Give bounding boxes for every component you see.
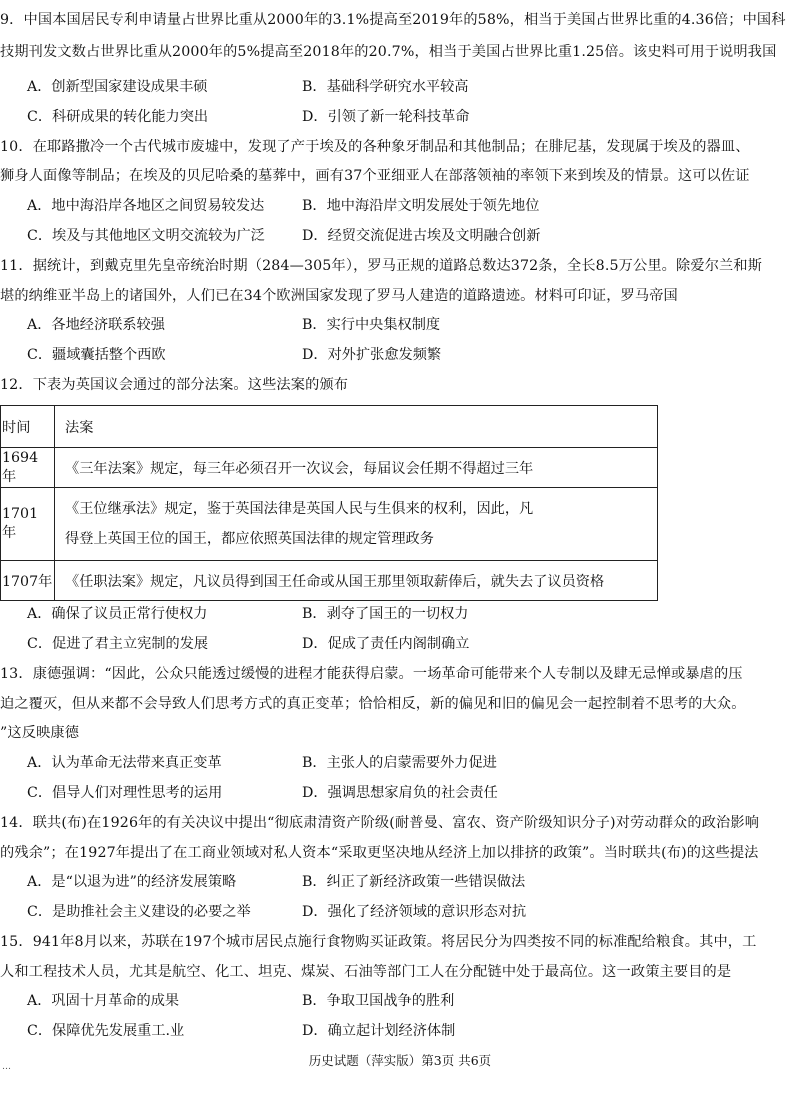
- row-time: 1694 年: [1, 448, 55, 488]
- q15-option-a[interactable]: A．巩固十月革命的成果: [27, 993, 180, 1009]
- q15-option-b[interactable]: B．争取卫国战争的胜利: [302, 993, 455, 1009]
- q10-option-a[interactable]: A．地中海沿岸各地区之间贸易较发达: [27, 198, 265, 214]
- row-law: 《任职法案》规定，凡议员得到国王任命或从国王那里领取薪俸后，就失去了议员资格: [55, 561, 658, 601]
- q11-option-d[interactable]: D．对外扩张愈发频繁: [302, 347, 442, 363]
- q13-option-a[interactable]: A．认为革命无法带来真正变革: [27, 755, 222, 771]
- q13-stem-line1: 13．康德强调：“因此，公众只能透过缓慢的进程才能获得启蒙。一场革命可能带来个人专制以及肆无忌惮或暴虐的压: [0, 666, 743, 682]
- row-law-line1: 《王位继承法》规定，鉴于英国法律是英国人民与生俱来的权利，因此，凡: [65, 501, 534, 517]
- page-footer: 历史试题（萍实版）第3页 共6页: [308, 1053, 492, 1068]
- q15-option-c[interactable]: C．保障优先发展重工.业: [27, 1023, 185, 1039]
- footer-mark: …: [2, 1062, 11, 1072]
- q10-option-d[interactable]: D．经贸交流促进古埃及文明融合创新: [302, 228, 541, 244]
- q15-stem-line1: 15．941年8月以来，苏联在197个城市居民点施行食物购买证政策。将居民分为四类按不同的标准配给粮食。其中，工: [0, 934, 757, 950]
- q14-option-d[interactable]: D．强化了经济领域的意识形态对抗: [302, 904, 527, 920]
- q10-option-b[interactable]: B．地中海沿岸文明发展处于领先地位: [302, 198, 540, 214]
- q13-stem-line3: ”这反映康德: [0, 725, 80, 741]
- q10-option-c[interactable]: C．埃及与其他地区文明交流较为广泛: [27, 228, 265, 244]
- header-time: 时间: [1, 406, 55, 448]
- table-header-row: [1, 406, 658, 448]
- q12-option-b[interactable]: B．剥夺了国王的一切权力: [302, 606, 469, 622]
- q9-option-b[interactable]: B．基础科学研究水平较高: [302, 79, 469, 95]
- q15-stem-line2: 人和工程技术人员，尤其是航空、化工、坦克、煤炭、石油等部门工人在分配链中处于最高位。这一政策主要目的是: [0, 964, 732, 980]
- q11-stem-line1: 11．据统计，到戴克里先皇帝统治时期（284—305年），罗马正规的道路总数达372条，全长8.5万公里。除爱尔兰和斯: [0, 258, 763, 274]
- table-row: [1, 561, 658, 601]
- q13-option-d[interactable]: D．强调思想家肩负的社会责任: [302, 785, 498, 801]
- q12-option-c[interactable]: C．促进了君主立宪制的发展: [27, 636, 209, 652]
- q9-option-a[interactable]: A．创新型国家建设成果丰硕: [27, 79, 208, 95]
- q14-stem-line1: 14．联共(布)在1926年的有关决议中提出“彻底肃清资产阶级(耐普曼、富农、资产阶级知识分子)对劳动群众的政治影响: [0, 815, 760, 831]
- q12-option-d[interactable]: D．促成了责任内阁制确立: [302, 636, 470, 652]
- q11-stem-line2: 堪的纳维亚半岛上的诸国外，人们已在34个欧洲国家发现了罗马人建造的道路遗迹。材料可印证，罗马帝国: [0, 288, 678, 304]
- q12-stem: 12．下表为英国议会通过的部分法案。这些法案的颁布: [0, 377, 349, 393]
- q9-stem-line2: 技期刊发文数占世界比重从2000年的5%提高至2018年的20.7%，相当于美国占世界比重1.25倍。该史料可用于说明我国: [0, 44, 777, 60]
- row-law-line2: 得登上英国王位的国王，都应依照英国法律的规定管理政务: [65, 531, 434, 547]
- q11-option-c[interactable]: C．疆域囊括整个西欧: [27, 347, 166, 363]
- q9-option-d[interactable]: D．引领了新一轮科技革命: [302, 109, 470, 125]
- q13-option-b[interactable]: B．主张人的启蒙需要外力促进: [302, 755, 497, 771]
- q11-option-a[interactable]: A．各地经济联系较强: [27, 317, 165, 333]
- q12-option-a[interactable]: A．确保了议员正常行使权力: [27, 606, 208, 622]
- row-law: 《三年法案》规定，每三年必须召开一次议会，每届议会任期不得超过三年: [55, 448, 658, 488]
- acts-table: [0, 405, 658, 601]
- header-law: 法案: [55, 406, 658, 448]
- row-time: 1707年: [1, 561, 55, 601]
- table-row: [1, 488, 658, 561]
- q14-stem-line2: 的残余”；在1927年提出了在工商业领域对私人资本“采取更坚决地从经济上加以排挤的政策”。当时联共(布)的这些提法: [0, 845, 759, 861]
- q14-option-b[interactable]: B．纠正了新经济政策一些错误做法: [302, 874, 526, 890]
- q9-option-c[interactable]: C．科研成果的转化能力突出: [27, 109, 209, 125]
- row-time: 1701 年: [1, 488, 55, 561]
- q13-stem-line2: 迫之覆灭，但从来都不会导致人们思考方式的真正变革；恰恰相反，新的偏见和旧的偏见会一起控制着不思考的大众。: [0, 696, 746, 712]
- q10-stem-line2: 狮身人面像等制品；在埃及的贝尼哈桑的墓葬中，画有37个亚细亚人在部落领袖的率领下来到埃及的情景。这可以佐证: [0, 168, 750, 184]
- row-law: [55, 488, 658, 561]
- table-row: [1, 448, 658, 488]
- q11-option-b[interactable]: B．实行中央集权制度: [302, 317, 441, 333]
- q13-option-c[interactable]: C．倡导人们对理性思考的运用: [27, 785, 223, 801]
- q10-stem-line1: 10．在耶路撒冷一个古代城市废墟中，发现了产于埃及的各种象牙制品和其他制品；在腓尼基，发现属于埃及的器皿、: [0, 139, 750, 155]
- q14-option-c[interactable]: C．是助推社会主义建设的必要之举: [27, 904, 251, 920]
- q9-stem-line1: 9．中国本国居民专利申请量占世界比重从2000年的3.1%提高至2019年的58%，相当于美国占世界比重的4.36倍；中国科: [0, 12, 786, 28]
- q15-option-d[interactable]: D．确立起计划经济体制: [302, 1023, 456, 1039]
- q14-option-a[interactable]: A．是“以退为进”的经济发展策略: [27, 874, 237, 890]
